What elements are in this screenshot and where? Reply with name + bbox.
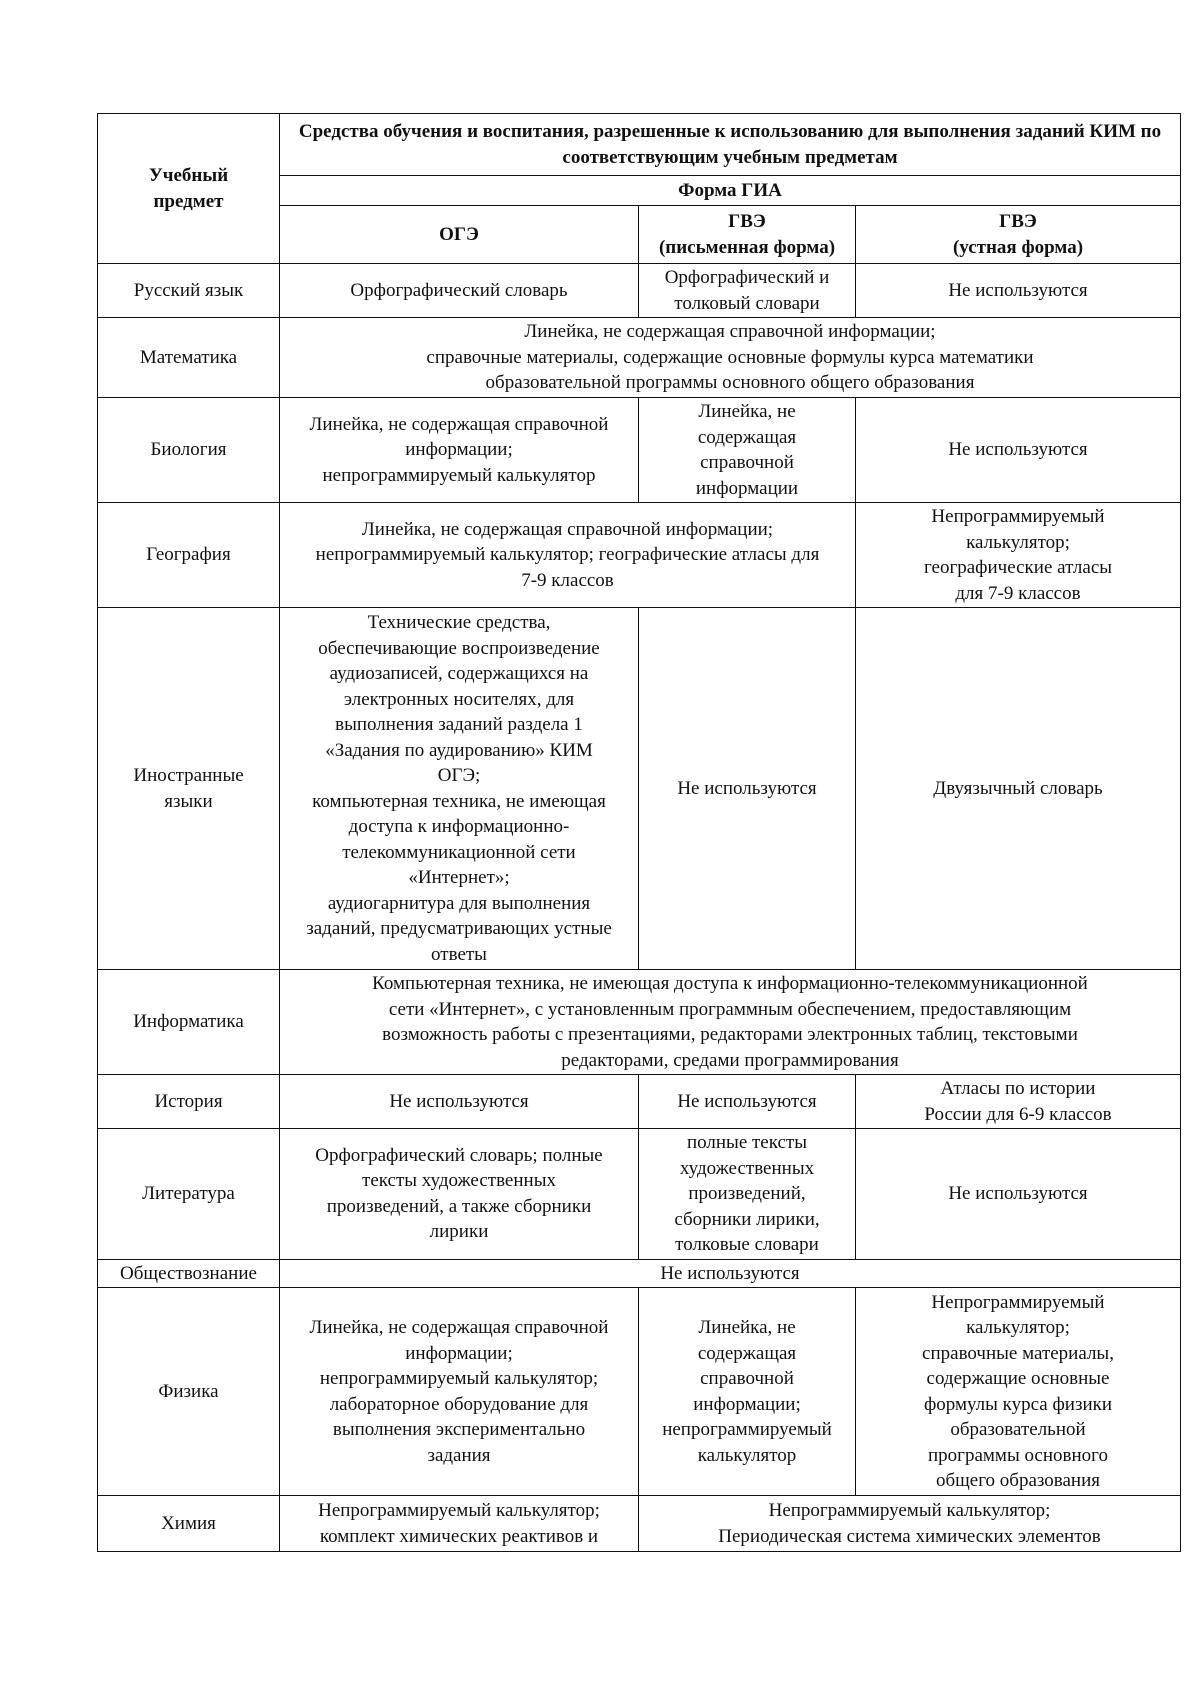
oge-cell: Орфографический словарь; полные тексты художественных произведений, а также сборники лирики — [280, 1129, 639, 1260]
oge-gve-written-cell: Линейка, не содержащая справочной информации; непрограммируемый калькулятор; географические атласы для 7-9 классов — [280, 503, 856, 608]
subject-cell: Физика — [98, 1288, 280, 1496]
subject-cell: География — [98, 503, 280, 608]
gve-written-cell: полные тексты художественных произведений, сборники лирики, толковые словари — [639, 1129, 856, 1260]
header-gve-oral: ГВЭ (устная форма) — [856, 206, 1181, 264]
gve-written-cell: Линейка, не содержащая справочной информации; непрограммируемый калькулятор — [639, 1288, 856, 1496]
gve-oral-cell: Непрограммируемый калькулятор; географические атласы для 7-9 классов — [856, 503, 1181, 608]
subject-cell: Литература — [98, 1129, 280, 1260]
all-forms-cell: Линейка, не содержащая справочной информации; справочные материалы, содержащие основные формулы курса математики образовательной программы основного общего образования — [280, 318, 1181, 398]
subject-cell: Иностранные языки — [98, 608, 280, 970]
row-physics — [98, 1288, 1181, 1496]
header-gve-written: ГВЭ (письменная форма) — [639, 206, 856, 264]
row-chemistry — [98, 1496, 1181, 1552]
header-oge: ОГЭ — [280, 206, 639, 264]
gve-written-cell: Линейка, не содержащая справочной информации — [639, 398, 856, 503]
header-form: Форма ГИА — [280, 176, 1181, 206]
row-history — [98, 1075, 1181, 1129]
oge-cell: Непрограммируемый калькулятор; комплект химических реактивов и — [280, 1496, 639, 1552]
subject-cell: Русский язык — [98, 264, 280, 318]
row-math — [98, 318, 1181, 398]
all-forms-cell: Компьютерная техника, не имеющая доступа к информационно-телекоммуникационной сети «Интернет», с установленным программным обеспечением, предоставляющим возможность работы с презентациями, редакторами электронных таблиц, текстовыми редакторами, средами программирования — [280, 970, 1181, 1075]
gve-oral-cell: Атласы по истории России для 6-9 классов — [856, 1075, 1181, 1129]
gve-oral-cell: Не используются — [856, 1129, 1181, 1260]
subject-cell: Химия — [98, 1496, 280, 1552]
header-subject: Учебный предмет — [98, 114, 280, 264]
oge-cell: Линейка, не содержащая справочной информации; непрограммируемый калькулятор — [280, 398, 639, 503]
oge-cell: Линейка, не содержащая справочной информации; непрограммируемый калькулятор; лабораторное оборудование для выполнения экспериментально задания — [280, 1288, 639, 1496]
oge-cell: Технические средства, обеспечивающие воспроизведение аудиозаписей, содержащихся на электронных носителях, для выполнения заданий раздела 1 «Задания по аудированию» КИМ ОГЭ; компьютерная техника, не имеющая доступа к информационно- телекоммуникационной сети «Интернет»; аудиогарнитура для выполнения заданий, предусматривающих устные ответы — [280, 608, 639, 970]
gve-oral-cell: Непрограммируемый калькулятор; справочные материалы, содержащие основные формулы курса физики образовательной программы основного общего образования — [856, 1288, 1181, 1496]
subject-cell: Информатика — [98, 970, 280, 1075]
oge-cell: Орфографический словарь — [280, 264, 639, 318]
row-social-studies — [98, 1259, 1181, 1288]
row-foreign-languages — [98, 608, 1181, 970]
gve-oral-cell: Не используются — [856, 264, 1181, 318]
gve-oral-cell: Двуязычный словарь — [856, 608, 1181, 970]
all-forms-cell: Не используются — [280, 1259, 1181, 1288]
header-means-title: Средства обучения и воспитания, разрешенные к использованию для выполнения заданий КИМ по соответствующим учебным предметам — [280, 114, 1181, 176]
subject-cell: Биология — [98, 398, 280, 503]
gve-written-cell: Не используются — [639, 1075, 856, 1129]
gve-written-cell: Не используются — [639, 608, 856, 970]
row-informatics — [98, 970, 1181, 1075]
gve-cell: Непрограммируемый калькулятор; Периодическая система химических элементов — [639, 1496, 1181, 1552]
oge-cell: Не используются — [280, 1075, 639, 1129]
subject-cell: Обществознание — [98, 1259, 280, 1288]
subject-cell: История — [98, 1075, 280, 1129]
gve-oral-cell: Не используются — [856, 398, 1181, 503]
row-geography — [98, 503, 1181, 608]
header-row-1 — [98, 114, 1181, 176]
exam-aids-table — [97, 113, 1181, 1552]
row-russian — [98, 264, 1181, 318]
row-literature — [98, 1129, 1181, 1260]
row-biology — [98, 398, 1181, 503]
gve-written-cell: Орфографический и толковый словари — [639, 264, 856, 318]
subject-cell: Математика — [98, 318, 280, 398]
